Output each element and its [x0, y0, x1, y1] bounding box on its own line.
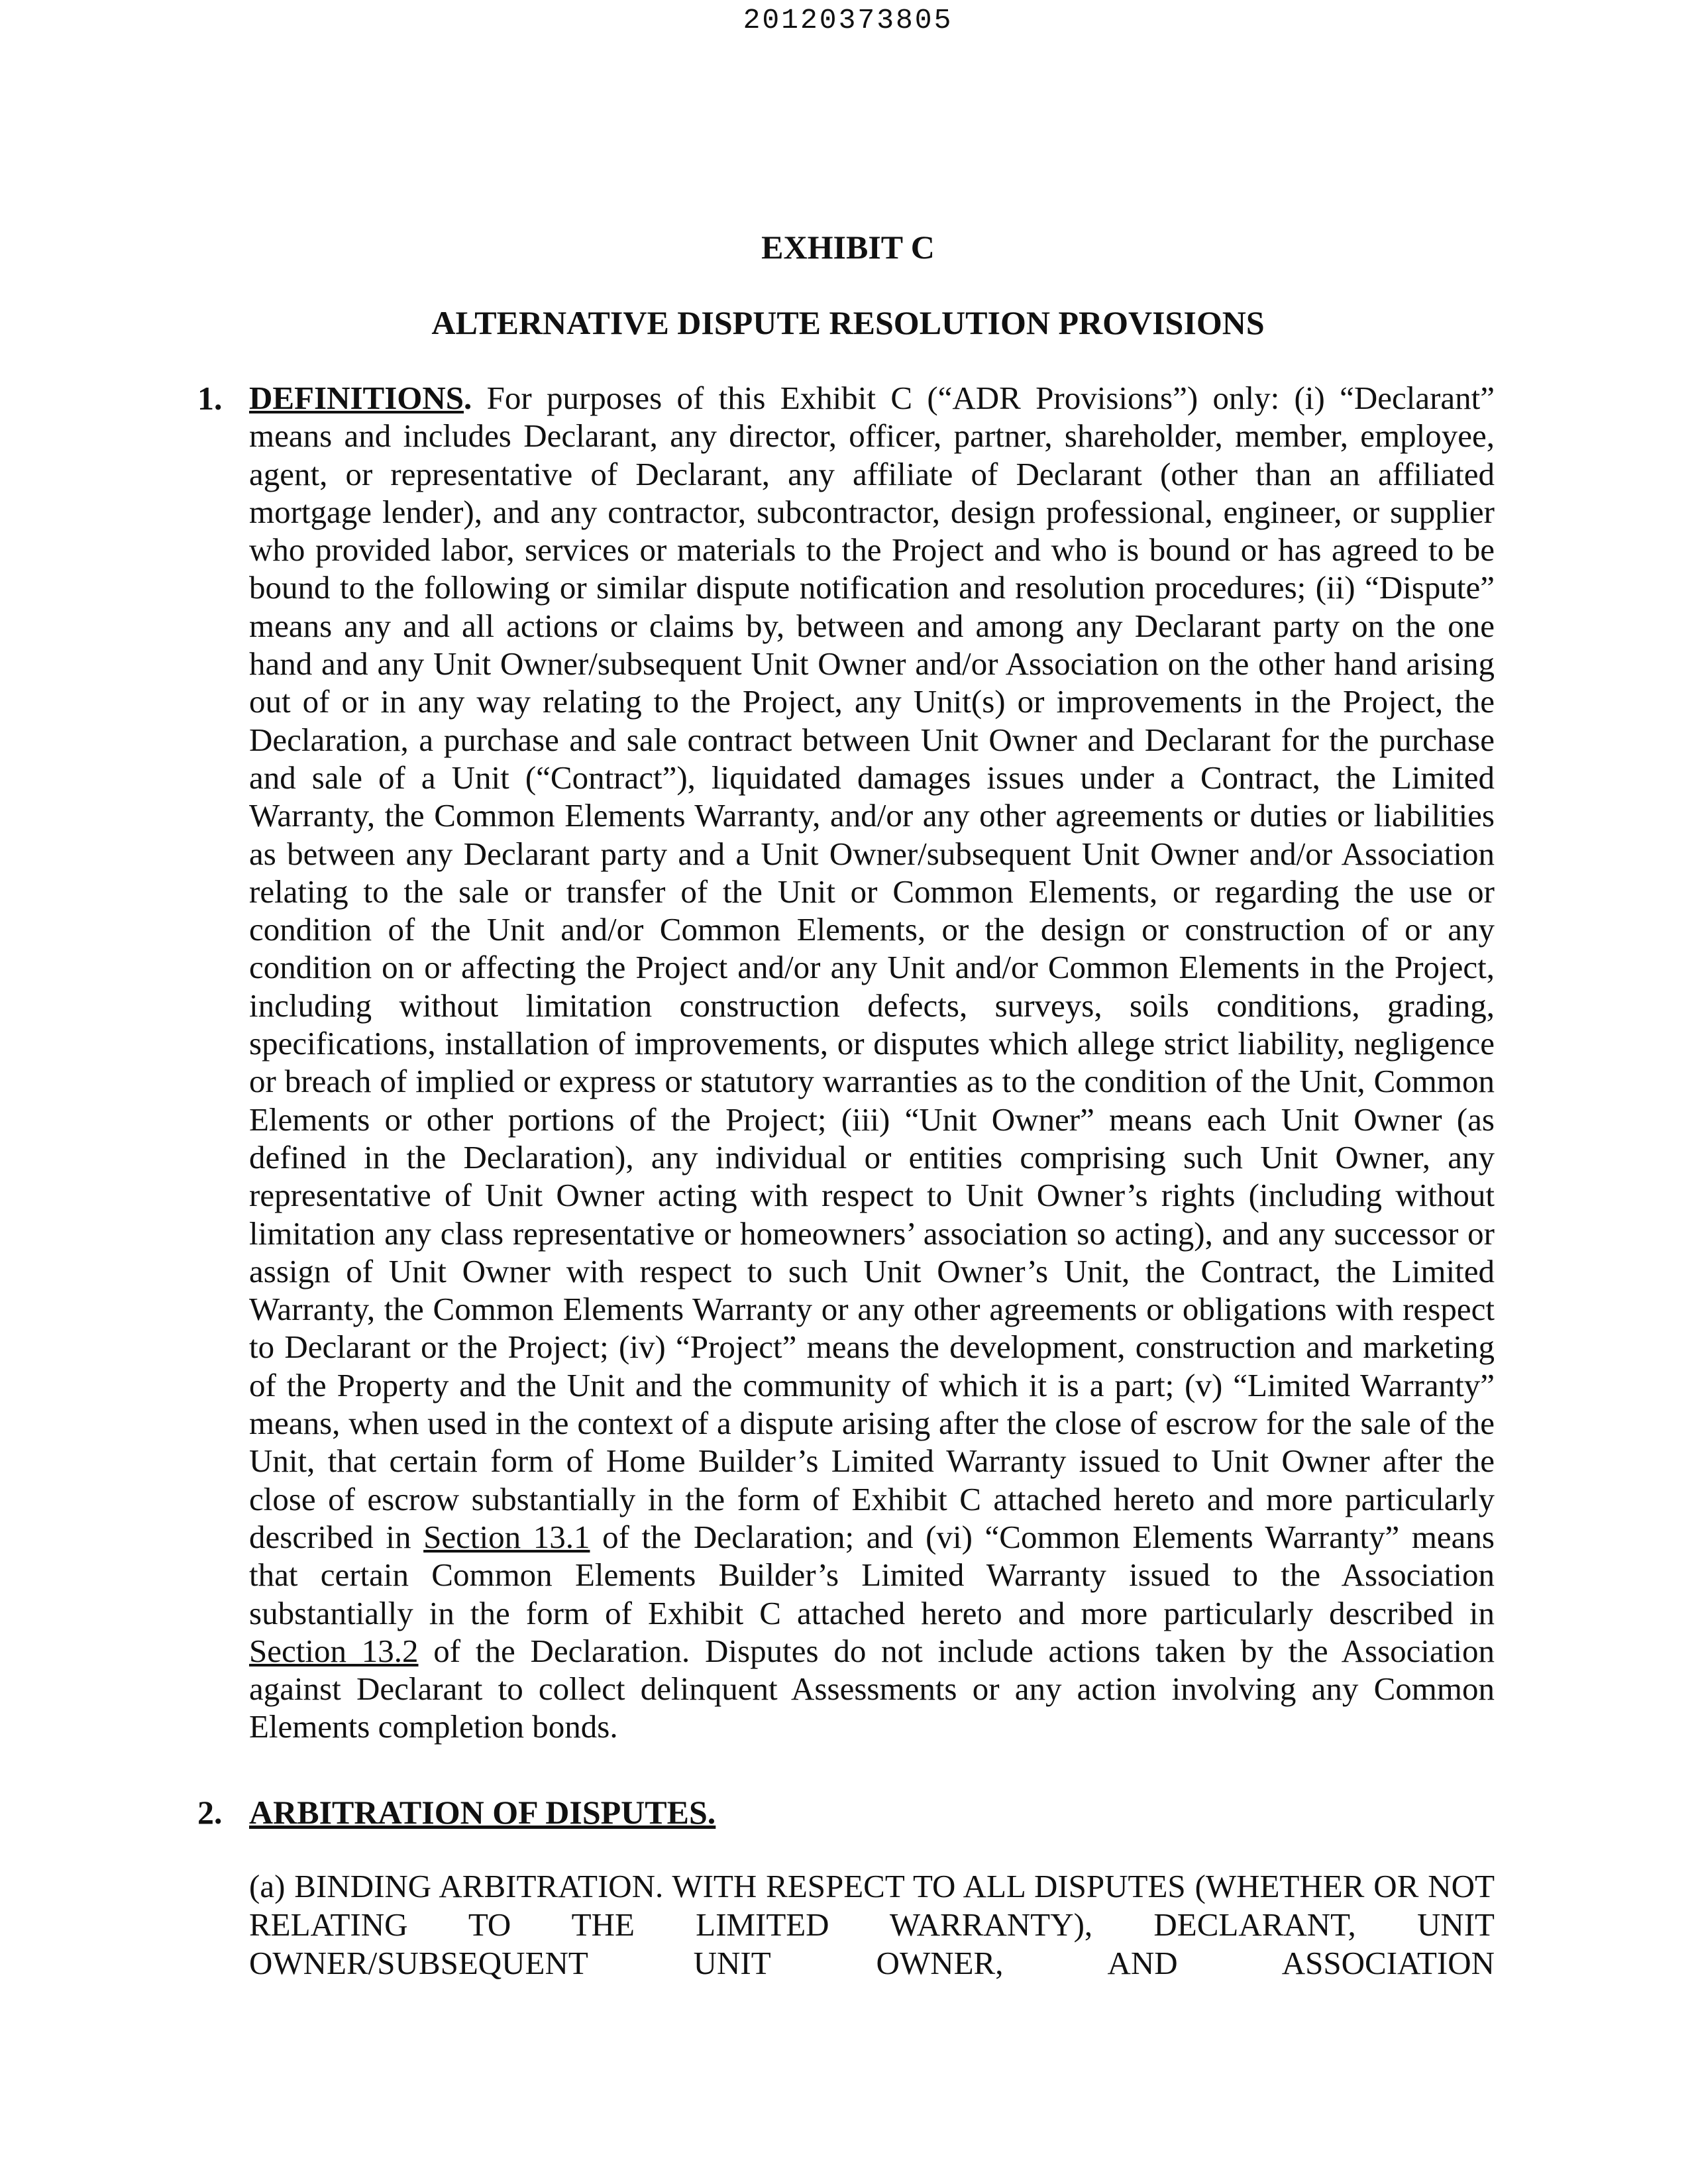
section-1-text-part1: For purposes of this Exhibit C (“ADR Provisions”) only: (i) “Declarant” means and includes Declarant, any director, officer, partner, shareholder, member, employee, agent, or representative of Declarant, any affiliate of Declarant (other than an affiliated mortgage lender), and any contractor, subcontractor, design professional, engineer, or supplier who provided labor, services or materials to the Project and who is bound or has agreed to be bound to the following or similar dispute notification and resolution procedures; (ii) “Dispute” means any and all actions or claims by, between and among any Declarant party on the one hand and any Unit Owner/subsequent Unit Owner and/or Association on the other hand arising out of or in any way relating to the Project, any Unit(s) or improvements in the Project, the Declaration, a purchase and sale contract between Unit Owner and Declarant for the purchase and sale of a Unit (“Contract”), liquidated damages issues under a Contract, the Limited Warranty, the Common Elements Warranty, and/or any other agreements or duties or liabilities as between any Declarant party and a Unit Owner/subsequent Unit Owner and/or Association relating to the sale or transfer of the Unit or Common Elements, or regarding the use or condition of the Unit and/or Common Elements, or the design or construction of or any condition on or affecting the Project and/or any Unit and/or Common Elements in the Project, including without limitation construction defects, surveys, soils conditions, grading, specifications, installation of improvements, or disputes which allege strict liability, negligence or breach of implied or express or statutory warranties as to the condition of the Unit, Common Elements or other portions of the Project; (iii) “Unit Owner” means each Unit Owner (as defined in the Declaration), any individual or entities comprising such Unit Owner, any representative of Unit Owner acting with respect to Unit Owner’s rights (including without limitation any class representative or homeowners’ association so acting), and any successor or assign of Unit Owner with respect to such Unit Owner’s Unit, the Contract, the Limited Warranty, the Common Elements Warranty or any other agreements or obligations with respect to Declarant or the Project; (iv) “Project” means the development, construction and marketing of the Property and the Unit and the community of which it is a part; (v) “Limited Warranty” means, when used in the context of a dispute arising after the close of escrow for the sale of the Unit, that certain form of Home Builder’s Limited Warranty issued to Unit Owner after the close of escrow substantially in the form of Exhibit C attached hereto and more particularly described in — [249, 380, 1495, 1555]
section-2a-binding-arbitration: (a) BINDING ARBITRATION. WITH RESPECT TO ALL DISPUTES (WHETHER OR NOT RELATING TO THE LIMITED WARRANTY), DECLARANT, UNIT OWNER/SUBSEQUENT UNIT OWNER, AND ASSOCIATION — [249, 1868, 1495, 1981]
section-2-heading: ARBITRATION OF DISPUTES. — [249, 1794, 716, 1831]
section-1-heading-period: . — [464, 380, 472, 416]
section-1-definitions — [249, 379, 1495, 1746]
section-1-text-part2: of the Declaration; and (vi) “Common Elements Warranty” means that certain Common Elements Builder’s Limited Warranty issued to the Association substantially in the form of Exhibit C attached hereto and more particularly described in — [249, 1518, 1495, 1631]
section-1-text-part3: of the Declaration. Disputes do not include actions taken by the Association against Declarant to collect delinquent Assessments or any action involving any Common Elements completion bonds. — [249, 1632, 1495, 1745]
section-13-2-reference: Section 13.2 — [249, 1632, 419, 1669]
section-13-1-reference: Section 13.1 — [423, 1518, 590, 1555]
section-1-heading: DEFINITIONS — [249, 380, 464, 416]
section-2-number: 2. — [197, 1794, 223, 1831]
section-1-number: 1. — [197, 380, 223, 417]
document-number: 20120373805 — [743, 4, 953, 36]
exhibit-subtitle: ALTERNATIVE DISPUTE RESOLUTION PROVISIONS — [431, 304, 1265, 341]
exhibit-title: EXHIBIT C — [761, 229, 935, 266]
